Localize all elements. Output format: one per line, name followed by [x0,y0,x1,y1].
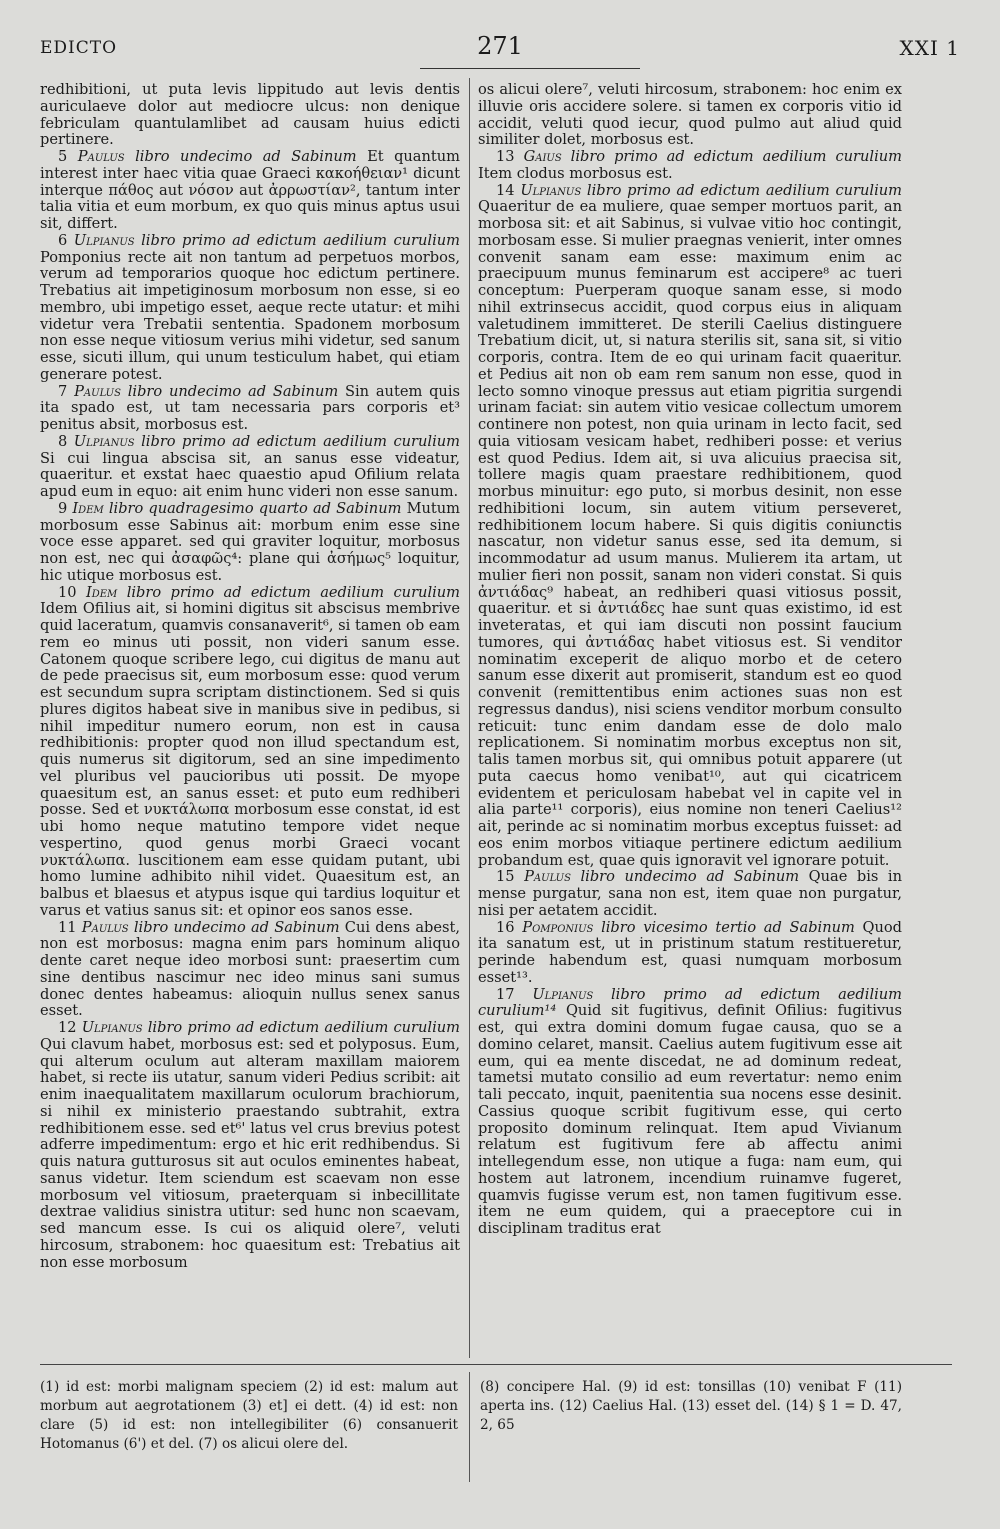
fragment-number: 9 [58,499,68,517]
fragment-number: 17 [496,985,515,1003]
footnote-rule [40,1364,952,1365]
fragment-number: 10 [58,583,77,601]
fragment-lemma: libro primo ad edictum aedilium curulium [141,231,460,249]
fragment-number: 14 [496,181,515,199]
fragment [40,920,460,1021]
fragment [40,501,460,585]
fragment-text: Quod ita sanatum est, ut in pristinum statum restitueretur, perinde habendum est, quasi numquam morbosum esset¹³. [478,918,903,986]
fragment-number: 15 [496,868,515,886]
fragment-author: Ulpianus [81,1019,143,1036]
fragment-lemma: libro undecimo ad Sabinum [133,918,340,936]
fragment-number: 13 [496,148,515,165]
fragment [40,585,460,920]
fragment-text: Idem Ofilius ait, si homini digitus sit abscisus membrive quid laceratum, quamvis consanaverit⁶, si tamen ob eam rem eo minus uti possit, non videri sanum esse. Catonem quoque scribere lego, cui digitus de manu aut de pede praecisus sit, eum morbosum esse: quod verum est secundum supra scriptam distinctionem. Sed si quis plures digitos habeat sive in manibus sive in pedibus, si nihil impeditur numero eorum, non est in causa redhibitionis: propter quod non illud spectandum est, quis numerus sit digitorum, sed an sine impedimento vel pluribus vel paucioribus uti possit. De myope quaesitum est, an sanus esset: et puto eum redhiberi posse. Sed et νυκτάλωπα morbosum esse constat, id est ubi homo neque matutino tempore videt neque vespertino, quod genus morbi Graeci vocant νυκτάλωπα. luscitionem eam esse quidam putant, ubi homo lumine adhibito nihil videt. Quaesitum est, an balbus et blaesus et atypus isque qui tardius loquitur et varus et vatius sanus sit: et opinor eos sanos esse. [40,600,460,919]
fragment-lemma: libro primo ad edictum aedilium curulium [570,148,902,165]
running-header [40,28,960,68]
fragment [478,149,902,183]
fragment-text: Et quantum interest inter haec vitia quae Graeci κακοήθειαν¹ dicunt interque πάθος aut νόσον aut ἀρρωστίαν², tantum inter talia vitia et eum morbum, ex quo quis minus aptus usui sit, differt. [40,148,461,232]
fragment [478,920,902,987]
paragraph: redhibitioni, ut puta levis lippitudo aut levis dentis auriculaeve dolor aut mediocre ulcus: non denique febriculam quantulamlibet ad causam huius edicti pertinere. [40,81,460,149]
fragment-text: Mutum morbosum esse Sabinus ait: morbum enim esse sine voce esse apparet. sed qui graviter loquitur, morbosus non est, nec qui ἀσαφῶς⁴: plane qui ἀσήμως⁵ loquitur, hic utique morbosus est. [40,499,461,584]
fragment-text: Pomponius recte ait non tantum ad perpetuos morbos, verum ad temporarios quoque hoc edictum pertinere. Trebatius ait impetiginosum morbosum non esse, si eo membro, ubi impetigo esset, aeque recte utatur: et mihi videtur vera Trebatii sententia. Spadonem morbosum non esse neque vitiosum verius mihi videtur, sed sanum esse, sicuti illum, qui unum testiculum habet, qui etiam generare potest. [40,248,460,383]
fragment-author: Paulus [77,148,125,165]
fragment-lemma: libro undecimo ad Sabinum [135,148,357,165]
fragment-lemma: libro primo ad edictum aedilium curulium [586,181,903,199]
fragment [40,434,460,501]
fragment-number: 11 [58,918,77,936]
paragraph: os alicui olere⁷, veluti hircosum, strabonem: hoc enim ex illuvie oris accidere solere. si tamen ex corporis vitio id accidit, veluti quod iecur, quod pulmo aut aliud quid similiter dolet, morbosus est. [478,81,902,149]
fragment-text: Quaeritur de ea muliere, quae semper mortuos parit, an morbosa sit: et ait Sabinus, si vulvae vitio hoc contingit, morbosam esse. Si mulier praegnas venierit, inter omnes convenit sanam eam esse: maximum enim ac praecipuum munus feminarum est accipere⁸ ac tueri conceptum: Puerperam quoque sanam esse, si modo nihil extrinsecus accidit, quod corpus eius in aliquam valetudinem immitteret. De sterili Caelius distinguere Trebatium dicit, ut, si natura sterilis sit, sana sit, si vitio corporis, contra. Item de eo qui urinam facit quaeritur. et Pedius ait non ob eam rem sanum non esse, quod in lecto somno vinoque pressus aut etiam pigritia surgendi urinam faciat: sin autem vitio vesicae collectum umorem continere non potest, non quia urinam in lecto facit, sed quia vitiosam vesicam habet, redhiberi posse: et verius est quod Pedius. Idem ait, si uva alicuius praecisa sit, tollere magis quam praestare redhibitionem, quod morbus minuitur: ego puto, si morbus desinit, non esse redhibitioni locum, sin autem vitium perseveret, redhibitionem locum habere. Si quis digitis coniunctis nascatur, non videtur sanus esse, sed ita demum, si incommodatur ad usum manus. Mulierem ita artam, ut mulier fieri non possit, sanam non videri constat. Si quis ἀντιάδας⁹ habeat, an redhiberi quasi vitiosus possit, quaeritur. et si ἀντιάδες hae sunt quas existimo, id est inveteratas, et qui iam discuti non possint faucium tumores, qui ἀντιάδας habet vitiosus est. Si venditor nominatim exceperit de aliquo morbo et de cetero sanum esse dixerit aut promiserit, standum est eo quod convenit (remittentibus enim actiones suas non est regressus dandus), nisi sciens venditor morbum consulto reticuit: tunc enim dandam esse de dolo malo replicationem. Si nominatim morbus exceptus non sit, talis tamen morbus sit, qui omnibus potuit apparere (ut puta caecus homo venibat¹⁰, aut qui cicatricem evidentem et periculosam habebat vel in capite vel in alia parte¹¹ corporis), eius nomine non teneri Caelius¹² ait, perinde ac si nominatim morbus exceptus fuisset: ad eos enim morbos vitiaque pertinere edictum aedilium probandum est, quae quis ignoravit vel ignorare potuit. [478,198,902,869]
fragment-text: Cui dens abest, non est morbosus: magna enim pars hominum aliquo dente caret neque ideo morbosi sunt: praesertim cum sine dentibus nascimur nec ideo minus sani sumus donec dentes habeamus: alioquin nullus senex sanus esset. [40,918,460,1020]
fragment-text: Quae bis in mense purgatur, sana non est, item quae non purgatur, nisi per aetatem accidit. [478,868,902,919]
fragment-author: Idem [72,499,104,517]
footnotes-left: (1) id est: morbi malignam speciem (2) id est: malum aut morbum aut aegrotationem (3) et] ei dett. (4) id est: non clare (5) id est: non intellegibiliter (6) consanuerit Hotomanus (6') et del. (7) os alicui olere del. [40,1379,458,1452]
fragment [40,149,460,233]
fragment-author: Ulpianus [532,985,594,1003]
header-rule [420,68,640,69]
fragment-lemma: libro primo ad edictum aedilium curulium [126,583,461,601]
fragment-author: Ulpianus [73,231,135,249]
fragment [478,987,902,1238]
fragment [478,183,902,870]
fragment-text: Quid sit fugitivus, definit Ofilius: fugitivus est, qui extra domini domum fugae causa, quo se a domino celaret, mansit. Caelius autem fugitivum esse ait eum, qui ea mente discedat, ne ad dominum redeat, tametsi mutato consilio ad eum revertatur: nemo enim tali peccato, inquit, paenitentia sua nocens esse desinit. Cassius quoque scribit fugitivum esse, qui certo proposito dominum relinquat. Item apud Vivianum relatum est fugitivum fere ab affectu animi intellegendum esse, non utique a fuga: nam eum, qui hostem aut latronem, incendium ruinamve fugeret, quamvis fugisse verum est, non tamen fugitivum esse. item ne eum quidem, qui a praeceptore cui in disciplinam traditus erat [478,1002,902,1237]
fragment-author: Paulus [81,918,129,936]
fragment-number: 6 [58,231,68,249]
header-title: EDICTO [40,38,118,58]
fragment [478,869,902,919]
fragment-author: Ulpianus [520,181,582,199]
fragment-lemma: libro primo ad edictum aedilium curulium¹⁴ [478,985,903,1020]
fragment-text: Si cui lingua abscisa sit, an sanus esse videatur, quaeritur. et exstat haec quaestio apud Ofilium relata apud eum in equo: ait enim hunc videri non esse sanum. [40,449,460,500]
fragment-author: Idem [85,583,118,601]
fragment-text: Sin autem quis ita spado est, ut tam necessaria pars corporis et³ penitus absit, morbosus est. [40,382,460,433]
footnotes-right: (8) concipere Hal. (9) id est: tonsillas (10) venibat F (11) aperta ins. (12) Caelius Hal. (13) esset del. (14) § 1 = D. 47, 2, 65 [480,1379,902,1433]
fragment-lemma: libro quadragesimo quarto ad Sabinum [108,499,402,517]
fragment [40,384,460,434]
fragment [40,233,460,384]
fragment-author: Paulus [524,868,571,886]
fragment-number: 8 [58,432,68,450]
left-column [40,82,460,1271]
fragment-author: Pomponius [522,918,594,936]
fragment-lemma: libro primo ad edictum aedilium curulium [141,432,460,450]
fragment-number: 12 [58,1019,77,1036]
fragment-lemma: libro primo ad edictum aedilium curulium [147,1019,460,1036]
fragment-lemma: libro vicesimo tertio ad Sabinum [601,918,855,936]
right-column [478,82,902,1238]
fragment-text: Item clodus morbosus est. [478,164,673,182]
fragment-lemma: libro undecimo ad Sabinum [580,868,800,886]
fragment-author: Paulus [74,382,121,400]
fragment-author: Gaius [523,148,562,165]
footnote-divider [469,1372,470,1482]
header-section: XXI 1 [899,36,960,60]
fragment-number: 5 [58,148,68,165]
fragment-number: 7 [58,382,68,400]
fragment-author: Ulpianus [73,432,135,450]
fragment [40,1020,460,1271]
fragment-number: 16 [496,918,515,936]
fragment-text: Qui clavum habet, morbosus est: sed et polyposus. Eum, qui alterum oculum aut alteram maxillam maiorem habet, si recte iis utatur, sanum videri Pedius scribit: ait enim inaequalitatem maxillarum oculorum brachiorum, si nihil ex ministerio praestando subtrahit, extra redhibitionem esse. sed et⁶' latus vel crus brevius potest adferre impedimentum: ergo et hic erit redhibendus. Si quis natura gutturosus sit aut oculos eminentes habeat, sanus videtur. Item sciendum est scaevam non esse morbosum vel vitiosum, praeterquam si inbecillitate dextrae validius sinistra utitur: sed hunc non scaevam, sed mancum esse. Is cui os aliquid olere⁷, veluti hircosum, strabonem: hoc quaesitum est: Trebatius ait non esse morbosum [40,1035,460,1271]
column-divider [469,78,470,1358]
page-number: 271 [477,32,523,60]
fragment-lemma: libro undecimo ad Sabinum [127,382,339,400]
